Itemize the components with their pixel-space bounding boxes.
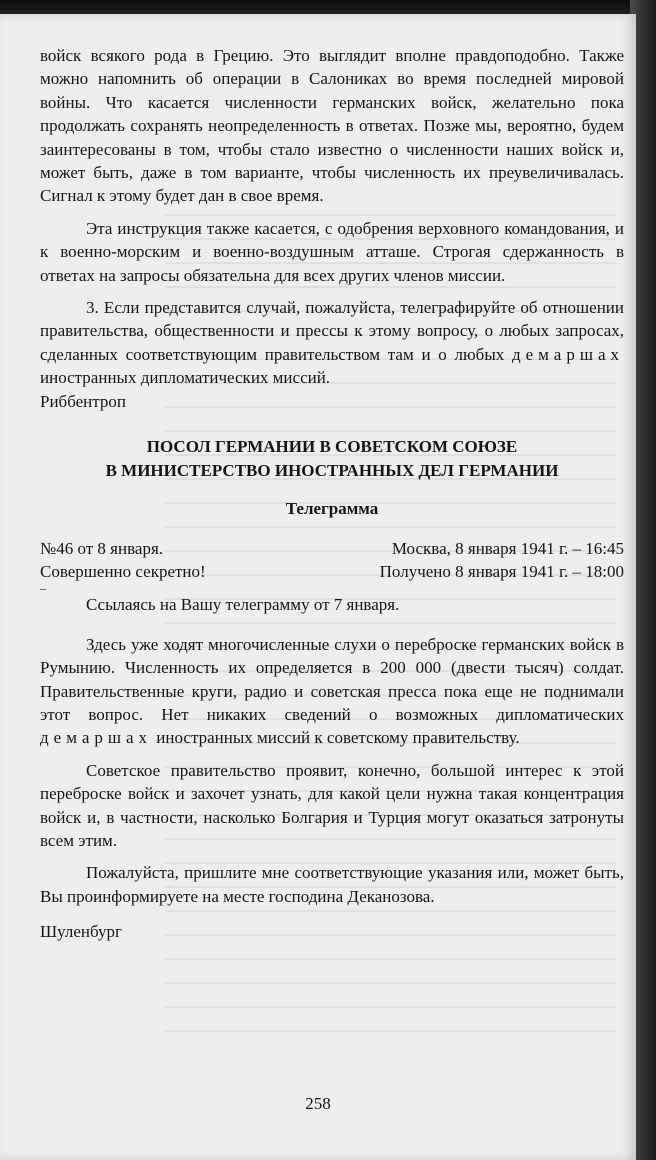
signature-ribbentrop: Риббентроп xyxy=(40,391,127,411)
heading-line-1: ПОСОЛ ГЕРМАНИИ В СОВЕТСКОМ СОЮЗЕ xyxy=(146,437,518,457)
document-heading xyxy=(40,435,624,483)
signature-schulenburg: Шуленбург xyxy=(40,922,123,942)
meta-row-2 xyxy=(40,560,624,583)
telegram-number: №46 от 8 января. xyxy=(40,538,164,558)
meta-row-1 xyxy=(40,537,624,560)
p3-text-start: 3. Если представится случай, пожалуйста, телеграфируйте об отношении правительства, общественности и прессы к этому вопросу, о любых запросах, сделанных соответствующим правительством там и о любых xyxy=(40,298,624,364)
telegram-paragraph-3: Пожалуйста, пришлите мне соответствующие указания или, может быть, Вы проинформируете на месте господина Деканозова. xyxy=(40,863,624,906)
continuation-paragraph-3 xyxy=(40,296,624,390)
body1-text-start: Здесь уже ходят многочисленные слухи о переброске германских войск в Румынию. Численность их определяется в 200 000 (двести тысяч) солдат. Правительственные круги, радио и советская пресса пока еще не поднимали этот вопрос. Нет никаких сведений о возможных дипломатических xyxy=(40,634,624,724)
body1-text-end: иностранных миссий к советскому правительству. xyxy=(152,728,520,748)
page-number: 258 xyxy=(305,1094,331,1113)
telegram-meta xyxy=(40,537,624,594)
book-page xyxy=(0,14,636,1160)
received-info: Получено 8 января 1941 г. – 18:00 xyxy=(379,561,624,581)
continuation-paragraph-2: Эта инструкция также касается, с одобрения верховного командования, и к военно-морским и военно-воздушным атташе. Строгая сдержанность в ответах на запросы обязательна для всех других членов миссии. xyxy=(40,218,624,285)
telegram-paragraph-2: Советское правительство проявит, конечно, большой интерес к этой переброске войск и захочет узнать, для какой цели нужна такая концентрация войск и, в частности, насколько Болгария и Турция могут оказаться затронуты всем этим. xyxy=(40,760,624,850)
sent-info: Москва, 8 января 1941 г. – 16:45 xyxy=(391,538,624,558)
continuation-paragraph-1: войск всякого рода в Грецию. Это выглядит вполне правдоподобно. Также можно напомнить об операции в Салониках во время последней мировой войны. Что касается численности германских войск, желательно пока продолжать сохранять неопределенность в ответах. Позже мы, вероятно, будем заинтересованы в том, чтобы стало известно о численности наших войск и, может быть, даже в том варианте, чтобы численность их преувеличивалась. Сигнал к этому будет дан в свое время. xyxy=(40,46,624,206)
p3-spaced-word: демаршах xyxy=(511,344,624,364)
reference-line: Ссылаясь на Вашу телеграмму от 7 января. xyxy=(86,595,400,615)
telegram-paragraph-1 xyxy=(40,633,624,750)
page-content xyxy=(40,44,624,944)
document-type: Телеграмма xyxy=(285,499,379,519)
heading-line-2: В МИНИСТЕРСТВО ИНОСТРАННЫХ ДЕЛ ГЕРМАНИИ xyxy=(105,461,559,481)
p3-text-end: иностранных дипломатических миссий. xyxy=(40,368,331,388)
stray-mark: – xyxy=(40,581,46,596)
classification: Совершенно секретно! xyxy=(40,561,206,581)
body1-spaced-word: демаршах xyxy=(40,728,153,748)
